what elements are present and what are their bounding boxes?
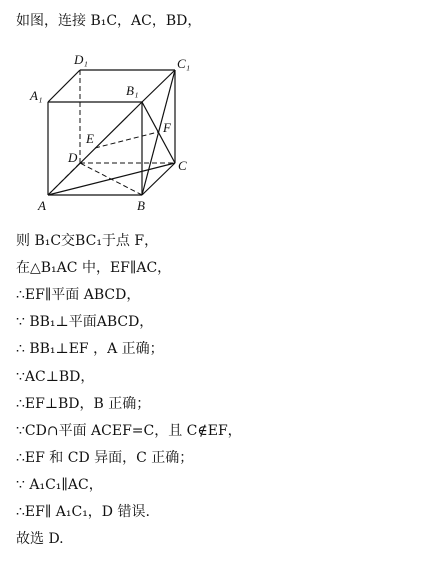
edge-B1-C1 <box>142 70 175 102</box>
cube-diagram <box>20 50 220 220</box>
text-line-4: ∴EF∥平面 ABCD， <box>16 287 141 303</box>
text-line-3: 在△B₁AC 中，EF∥AC， <box>16 260 172 276</box>
text-line-7: ∵AC⊥BD， <box>16 369 95 385</box>
label-B: B <box>137 198 145 213</box>
text-line-5: ∵ BB₁⊥平面ABCD， <box>16 314 154 330</box>
text-line-1: 如图，连接 B₁C，AC，BD， <box>16 13 202 29</box>
text-line-12: ∴EF∥ A₁C₁，D 错误. <box>16 504 150 520</box>
hidden-segment-E-F <box>95 132 158 148</box>
text-line-6: ∴ BB₁⊥EF ，A 正确； <box>16 341 164 357</box>
edge-B-C <box>142 163 175 195</box>
text-line-11: ∵ A₁C₁∥AC， <box>16 477 103 493</box>
label-B1: B₁ <box>126 83 139 98</box>
text-line-13: 故选 D. <box>16 531 64 547</box>
label-D: D <box>68 150 78 165</box>
label-F: F <box>163 120 171 135</box>
text-line-2: 则 B₁C交BC₁于点 F， <box>16 233 159 249</box>
hidden-segment-B-D <box>80 163 142 195</box>
text-line-8: ∴EF⊥BD，B 正确； <box>16 396 151 412</box>
text-line-9: ∵CD∩平面 ACEF=C，且 C∉EF， <box>16 423 242 439</box>
label-C1: C₁ <box>177 56 191 71</box>
label-A1: A₁ <box>30 88 43 103</box>
label-D1: D₁ <box>74 52 88 67</box>
label-A: A <box>38 198 46 213</box>
label-C: C <box>178 158 187 173</box>
edge-D1-A1 <box>48 70 80 102</box>
label-E: E <box>86 131 94 146</box>
text-line-10: ∴EF 和 CD 异面，C 正确； <box>16 450 194 466</box>
